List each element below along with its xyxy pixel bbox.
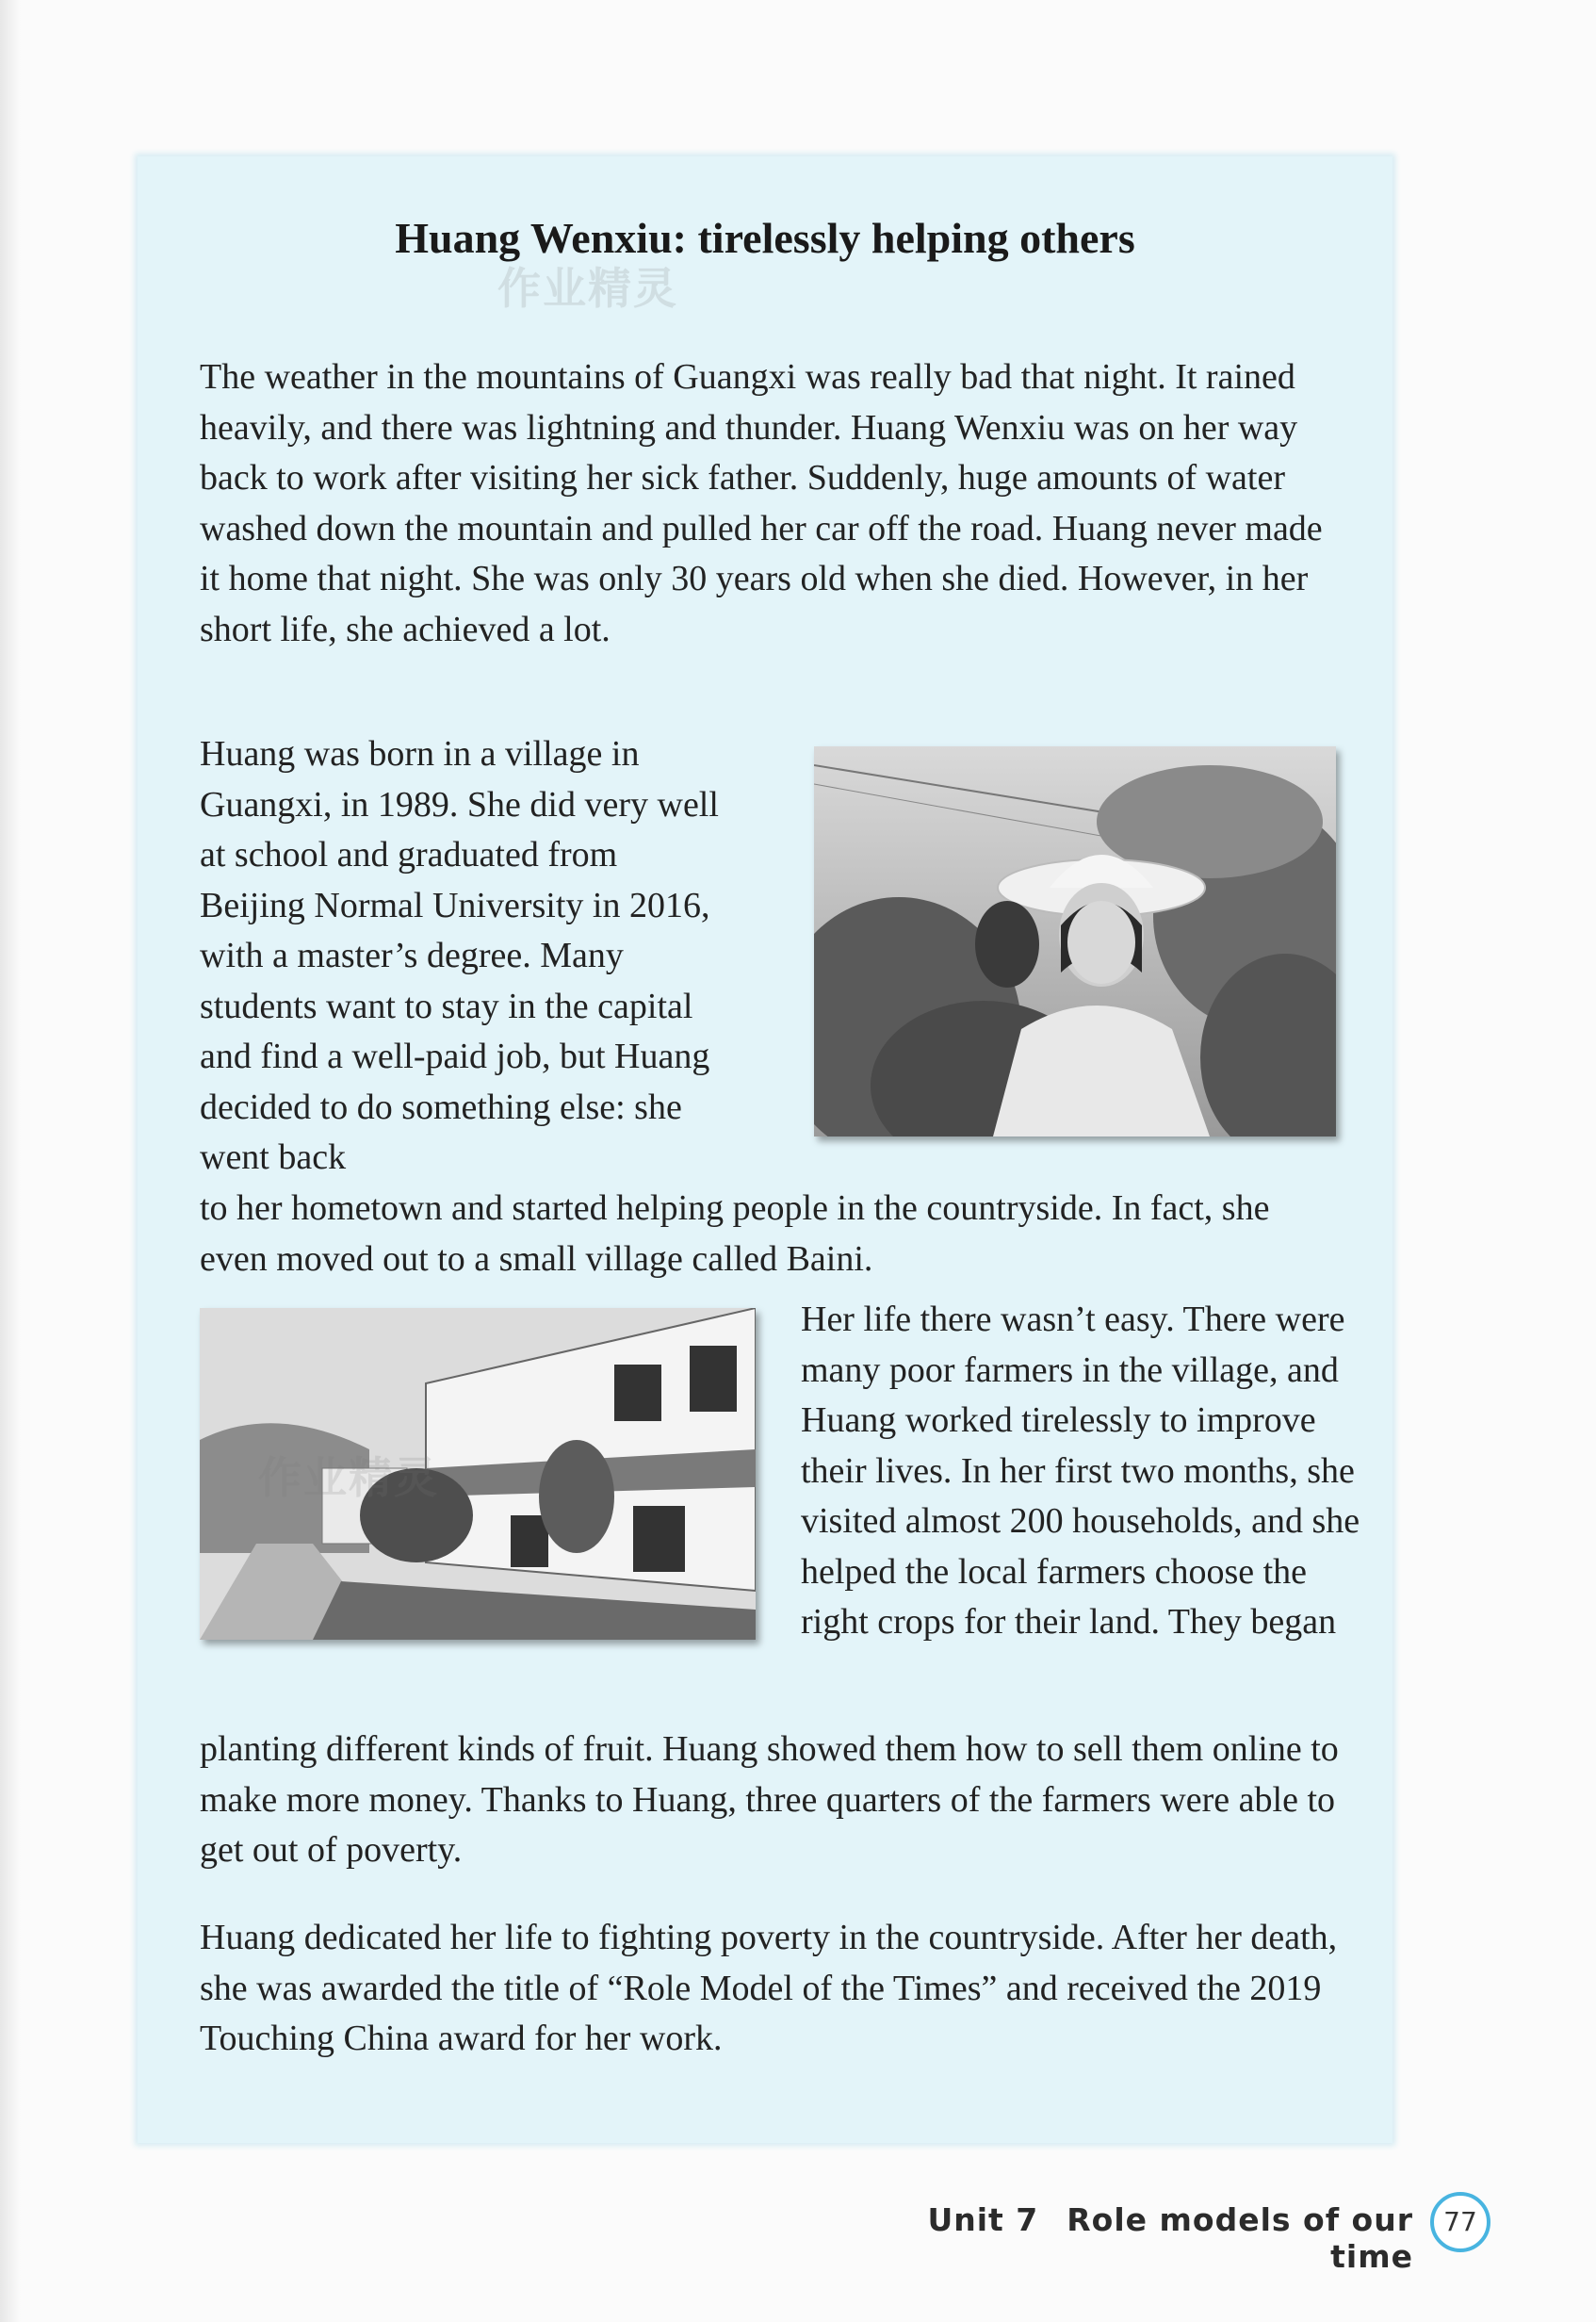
paragraph-6: Huang dedicated her life to fighting poverty in the countryside. After her death, she was awarded the title of “Role Model of the Times” and received the 2019 Touching China award for her work. (200, 1918, 1338, 2058)
paragraph-3: to her hometown and started helping people in the countryside. In fact, she even moved out to a small village called Baini. (200, 1188, 1270, 1279)
paragraph-5: planting different kinds of fruit. Huang showed them how to sell them online to make more money. Thanks to Huang, three quarters of the farmers were able to get out of poverty. (200, 1729, 1339, 1870)
reading-panel (138, 156, 1392, 2143)
unit-title: Role models of our time (1067, 2201, 1413, 2275)
page-edge-shadow (0, 0, 21, 2322)
paragraph-1: The weather in the mountains of Guangxi was really bad that night. It rained heavily, and there was lightning and thunder. Huang Wenxiu was on her way back to work after visiting her sick father. Suddenly, huge amounts of water washed down the mountain and pulled her car off the road. Huang never made it home that night. She was only 30 years old when she died. However, in her short life, she achieved a lot. (200, 357, 1323, 649)
watermark-top: 作业精灵 (497, 263, 678, 314)
unit-label: Unit 7 (927, 2201, 1039, 2238)
photo-huang-wenxiu (814, 746, 1336, 1136)
watermark-photo: 作业精灵 (258, 1452, 439, 1503)
article-title: Huang Wenxiu: tirelessly helping others (395, 214, 1135, 262)
portrait-illustration (814, 746, 1336, 1136)
paragraph-2: Huang was born in a village in Guangxi, in 1989. She did very well at school and graduated from Beijing Normal University in 2016, with a master’s degree. Many students want to stay in the capital and find a well-paid job, but Huang decided to do something else: she went back (200, 734, 719, 1177)
page-number-badge: 77 (1430, 2192, 1490, 2252)
page-footer (848, 2201, 1413, 2275)
paragraph-4: Her life there wasn’t easy. There were many poor farmers in the village, and Huang worked tirelessly to improve their lives. In her first two months, she visited almost 200 households, and she helped the local farmers choose the right crops for their land. They began (801, 1300, 1360, 1642)
